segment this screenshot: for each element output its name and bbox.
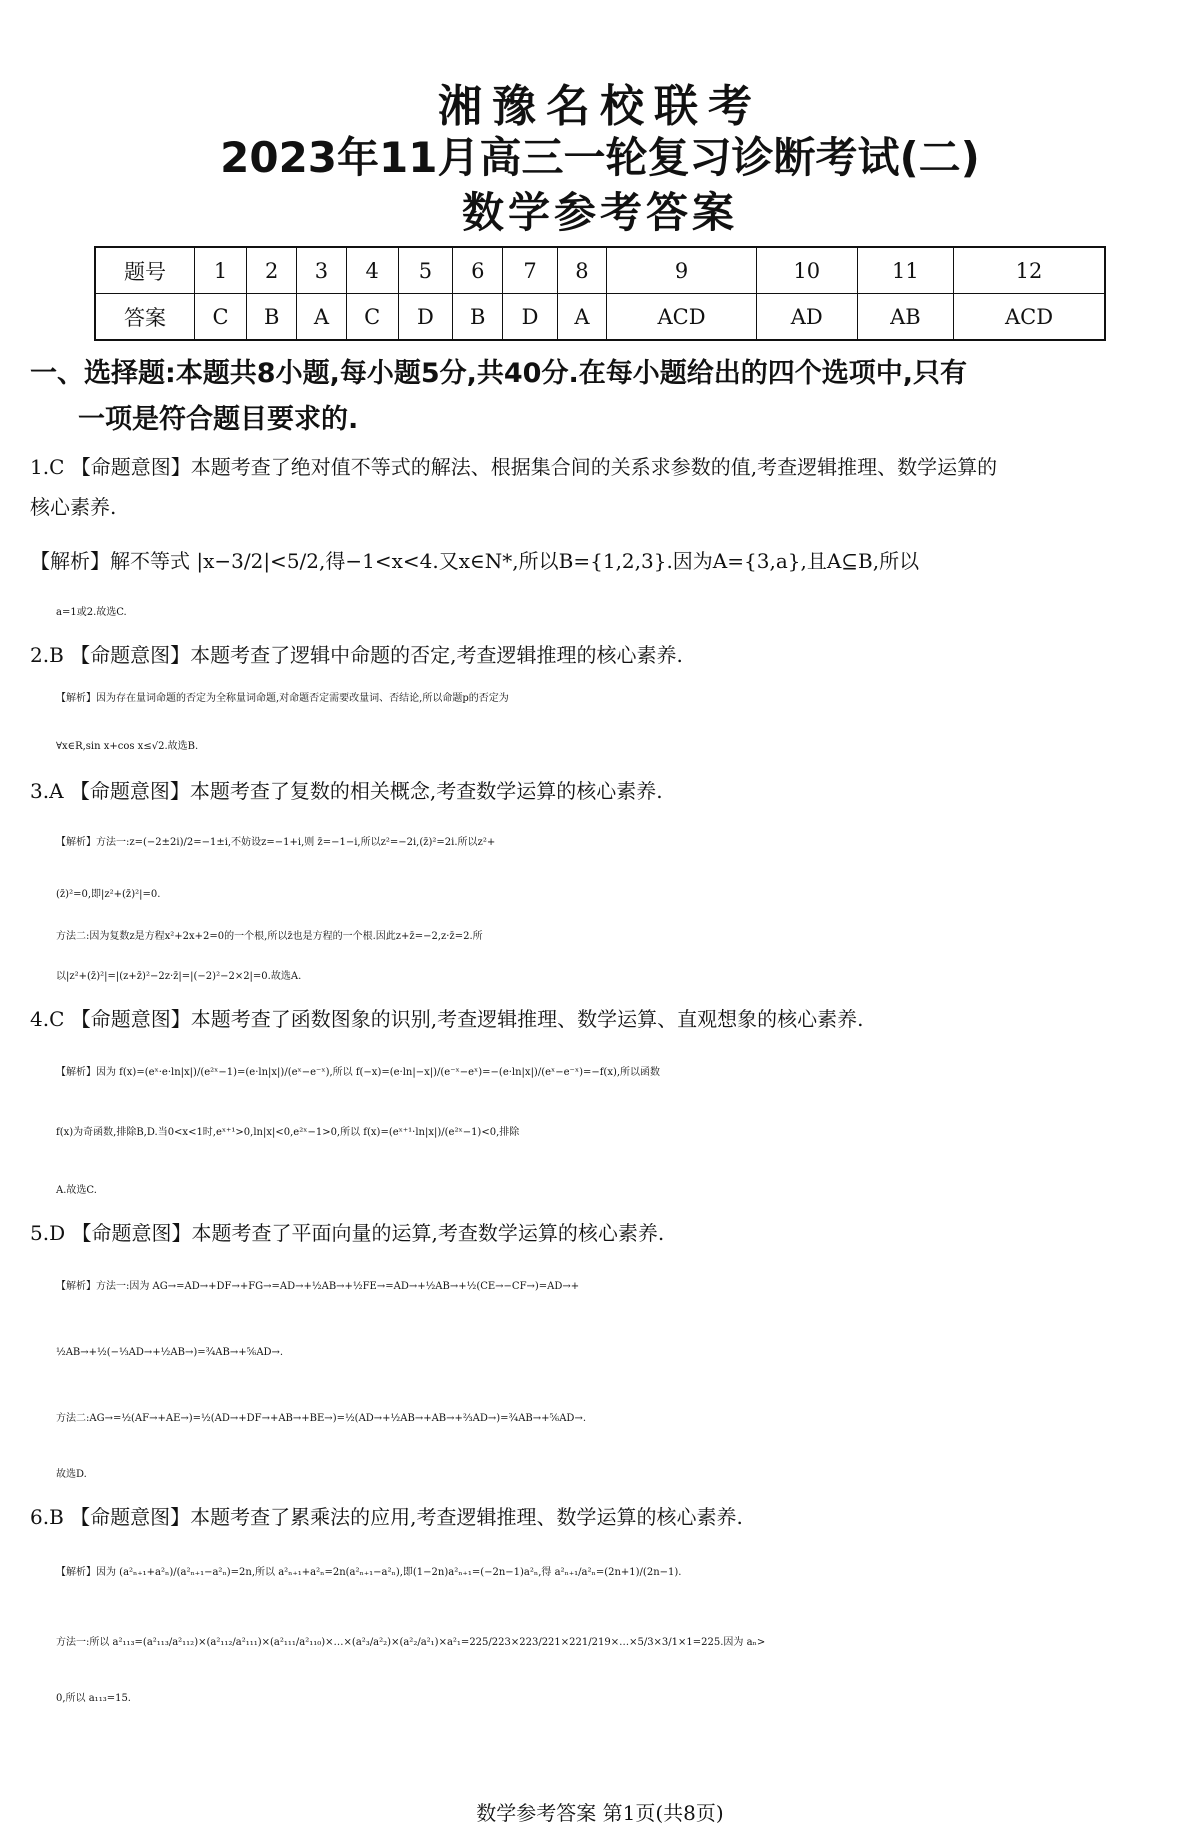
answer-cell: ACD [954, 294, 1105, 341]
section-heading: 一、选择题:本题共8小题,每小题5分,共40分.在每小题给出的四个选项中,只有 [30, 358, 967, 389]
question-number: 2 [247, 247, 297, 294]
question-number: 10 [756, 247, 857, 294]
question-number: 3 [297, 247, 346, 294]
answer-cell: D [503, 294, 557, 341]
q5-method2: 方法二:AG→=½(AF→+AE→)=½(AD→+DF→+AB→+BE→)=½(AD→+½AB→+AB→+⅔AD→)=¾AB→+⅚AD→. [56, 1413, 587, 1424]
answer-cell: AB [857, 294, 953, 341]
answer-cell: C [346, 294, 398, 341]
question-number: 12 [954, 247, 1105, 294]
question-number: 8 [557, 247, 606, 294]
q5-conclusion: 故选D. [56, 1469, 87, 1480]
q3-intent: 3.A 【命题意图】本题考查了复数的相关概念,考查数学运算的核心素养. [30, 779, 663, 803]
q3-method1: 【解析】方法一:z=(−2±2i)/2=−1±i,不妨设z=−1+i,则 z̄=−1−i,所以z²=−2i,(z̄)²=2i.所以z²+ [56, 837, 496, 848]
q5-method1-cont: ½AB→+½(−⅓AD→+½AB→)=¾AB→+⅚AD→. [56, 1347, 284, 1358]
answer-row [95, 294, 1105, 341]
answer-table [94, 246, 1106, 341]
exam-union-title: 湘豫名校联考 [438, 81, 762, 132]
q1-intent: 1.C 【命题意图】本题考查了绝对值不等式的解法、根据集合间的关系求参数的值,考查逻辑推理、数学运算的 [30, 455, 998, 479]
q5-method1: 【解析】方法一:因为 AG→=AD→+DF→+FG→=AD→+½AB→+½FE→=AD→+½AB→+½(CE→−CF→)=AD→+ [56, 1281, 580, 1292]
question-number-row [95, 247, 1105, 294]
q4-intent: 4.C 【命题意图】本题考查了函数图象的识别,考查逻辑推理、数学运算、直观想象的核心素养. [30, 1007, 864, 1031]
answer-cell: B [247, 294, 297, 341]
q6-method1: 方法一:所以 a²₁₁₃=(a²₁₁₃/a²₁₁₂)×(a²₁₁₂/a²₁₁₁)×(a²₁₁₁/a²₁₁₀)×…×(a²₃/a²₂)×(a²₂/a²₁)×a²₁=225/223×223/221×221/219×…×5/3×3/1×1=225.因为 aₙ> [56, 1637, 766, 1648]
question-number: 7 [503, 247, 557, 294]
exam-title: 2023年11月高三一轮复习诊断考试(二) [220, 133, 980, 182]
answer-cell: AD [756, 294, 857, 341]
answer-cell: A [557, 294, 606, 341]
q3-method2: 方法二:因为复数z是方程x²+2x+2=0的一个根,所以z̄也是方程的一个根.因此z+z̄=−2,z·z̄=2.所 [56, 931, 483, 942]
question-number: 11 [857, 247, 953, 294]
q2-solution-cont: ∀x∈R,sin x+cos x≤√2.故选B. [56, 741, 199, 752]
section-heading-cont: 一项是符合题目要求的. [78, 404, 359, 435]
q3-method2-cont: 以|z²+(z̄)²|=|(z+z̄)²−2z·z̄|=|(−2)²−2×2|=0.故选A. [56, 971, 302, 982]
q5-intent: 5.D 【命题意图】本题考查了平面向量的运算,考查数学运算的核心素养. [30, 1221, 665, 1245]
q1-solution-cont: a=1或2.故选C. [56, 607, 127, 618]
answer-cell: D [398, 294, 452, 341]
answer-cell: A [297, 294, 346, 341]
q6-solution: 【解析】因为 (a²ₙ₊₁+a²ₙ)/(a²ₙ₊₁−a²ₙ)=2n,所以 a²ₙ₊₁+a²ₙ=2n(a²ₙ₊₁−a²ₙ),即(1−2n)a²ₙ₊₁=(−2n−1)a²ₙ,得 a²ₙ₊₁/a²ₙ=(2n+1)/(2n−1). [56, 1567, 682, 1578]
question-number: 5 [398, 247, 452, 294]
q2-solution: 【解析】因为存在量词命题的否定为全称量词命题,对命题否定需要改量词、否结论,所以命题p的否定为 [56, 693, 509, 704]
q2-intent: 2.B 【命题意图】本题考查了逻辑中命题的否定,考查逻辑推理的核心素养. [30, 643, 683, 667]
q4-solution-cont: f(x)为奇函数,排除B,D.当0<x<1时,eˣ⁺¹>0,ln|x|<0,e²ˣ−1>0,所以 f(x)=(eˣ⁺¹·ln|x|)/(e²ˣ−1)<0,排除 [56, 1127, 520, 1138]
answer-cell: ACD [607, 294, 757, 341]
q4-solution: 【解析】因为 f(x)=(eˣ·e·ln|x|)/(e²ˣ−1)=(e·ln|x|)/(eˣ−e⁻ˣ),所以 f(−x)=(e·ln|−x|)/(e⁻ˣ−eˣ)=−(e·ln|x|)/(eˣ−e⁻ˣ)=−f(x),所以函数 [56, 1067, 661, 1078]
question-number: 9 [607, 247, 757, 294]
question-number: 4 [346, 247, 398, 294]
q1-solution: 【解析】解不等式 |x−3/2|<5/2,得−1<x<4.又x∈N*,所以B={1,2,3}.因为A={3,a},且A⊆B,所以 [30, 549, 920, 573]
answer-key-title: 数学参考答案 [461, 188, 738, 237]
q6-intent: 6.B 【命题意图】本题考查了累乘法的应用,考查逻辑推理、数学运算的核心素养. [30, 1505, 743, 1529]
q6-method1-cont: 0,所以 a₁₁₃=15. [56, 1693, 131, 1704]
page-footer: 数学参考答案 第1页(共8页) [476, 1801, 724, 1825]
answer-cell: B [453, 294, 503, 341]
answer-cell: C [195, 294, 247, 341]
row-label-answer: 答案 [95, 294, 195, 341]
q3-method1-cont: (z̄)²=0,即|z²+(z̄)²|=0. [56, 889, 161, 900]
question-number: 1 [195, 247, 247, 294]
q4-conclusion: A.故选C. [56, 1185, 97, 1196]
q1-intent-cont: 核心素养. [30, 495, 117, 519]
question-number: 6 [453, 247, 503, 294]
row-label-question: 题号 [95, 247, 195, 294]
